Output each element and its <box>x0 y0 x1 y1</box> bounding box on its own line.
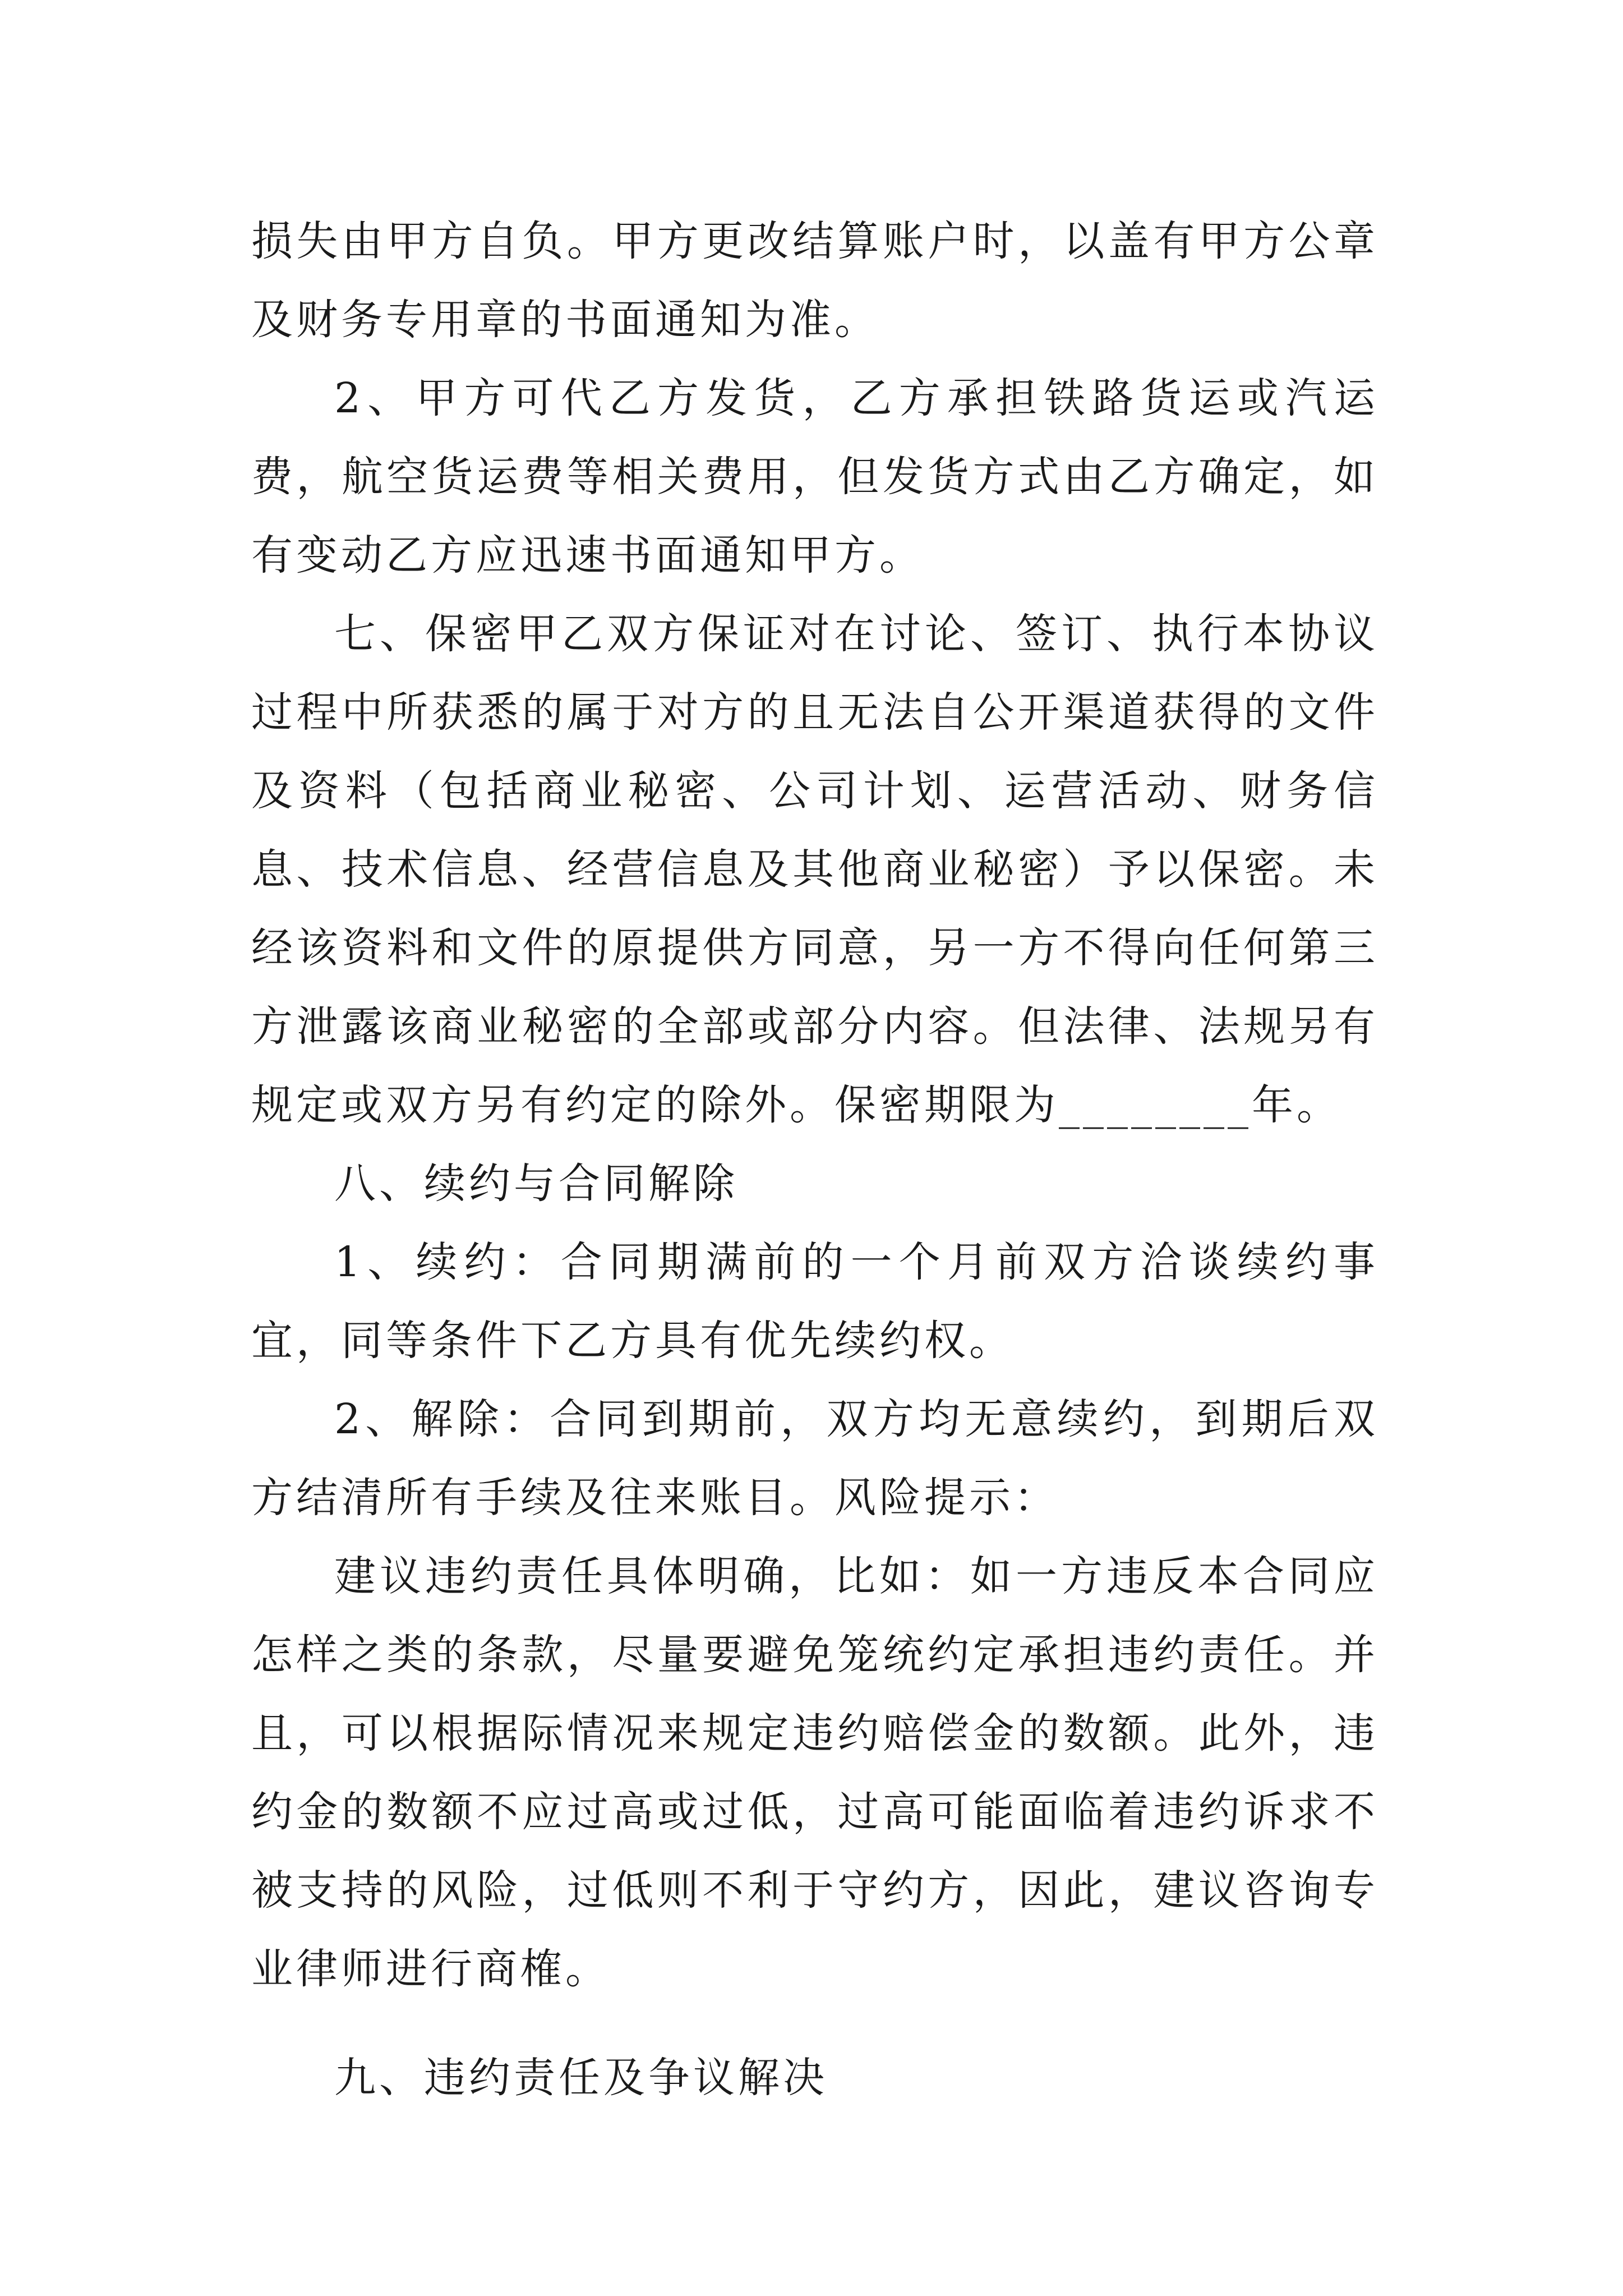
paragraph-1: 损失由甲方自负。甲方更改结算账户时，以盖有甲方公章及财务专用章的书面通知为准。 <box>251 217 1378 344</box>
section-heading-renewal: 八、续约与合同解除 <box>334 1159 738 1208</box>
paragraph-2: 2、甲方可代乙方发货，乙方承担铁路货运或汽运费，航空货运费等相关费用，但发货方式由乙方确定，如有变动乙方应迅速书面通知甲方。 <box>251 374 1378 579</box>
section-heading-liability: 九、违约责任及争议解决 <box>334 2054 828 2102</box>
paragraph-risk-tip: 建议违约责任具体明确，比如：如一方违反本合同应怎样之类的条款，尽量要避免笼统约定承担违约责任。并且，可以根据际情况来规定违约赔偿金的数额。此外，违约金的数额不应过高或过低，过高可能面临着违约诉求不被支持的风险，过低则不利于守约方，因此，建议咨询专业律师进行商榷。 <box>251 1552 1378 1993</box>
paragraph-3: 七、保密甲乙双方保证对在讨论、签订、执行本协议过程中所获悉的属于对方的且无法自公开渠道获得的文件及资料（包括商业秘密、公司计划、运营活动、财务信息、技术信息、经营信息及其他商业秘密）予以保密。未经该资料和文件的原提供方同意，另一方不得向任何第三方泄露该商业秘密的全部或部分内容。但法律、法规另有规定或双方另有约定的除外。保密期限为________年。 <box>251 610 1378 1129</box>
paragraph-termination: 2、解除：合同到期前，双方均无意续约，到期后双方结清所有手续及往来账目。风险提示： <box>251 1395 1378 1522</box>
document-body <box>251 202 1378 2117</box>
paragraph-renewal: 1、续约：合同期满前的一个月前双方洽谈续约事宜，同等条件下乙方具有优先续约权。 <box>251 1238 1378 1365</box>
